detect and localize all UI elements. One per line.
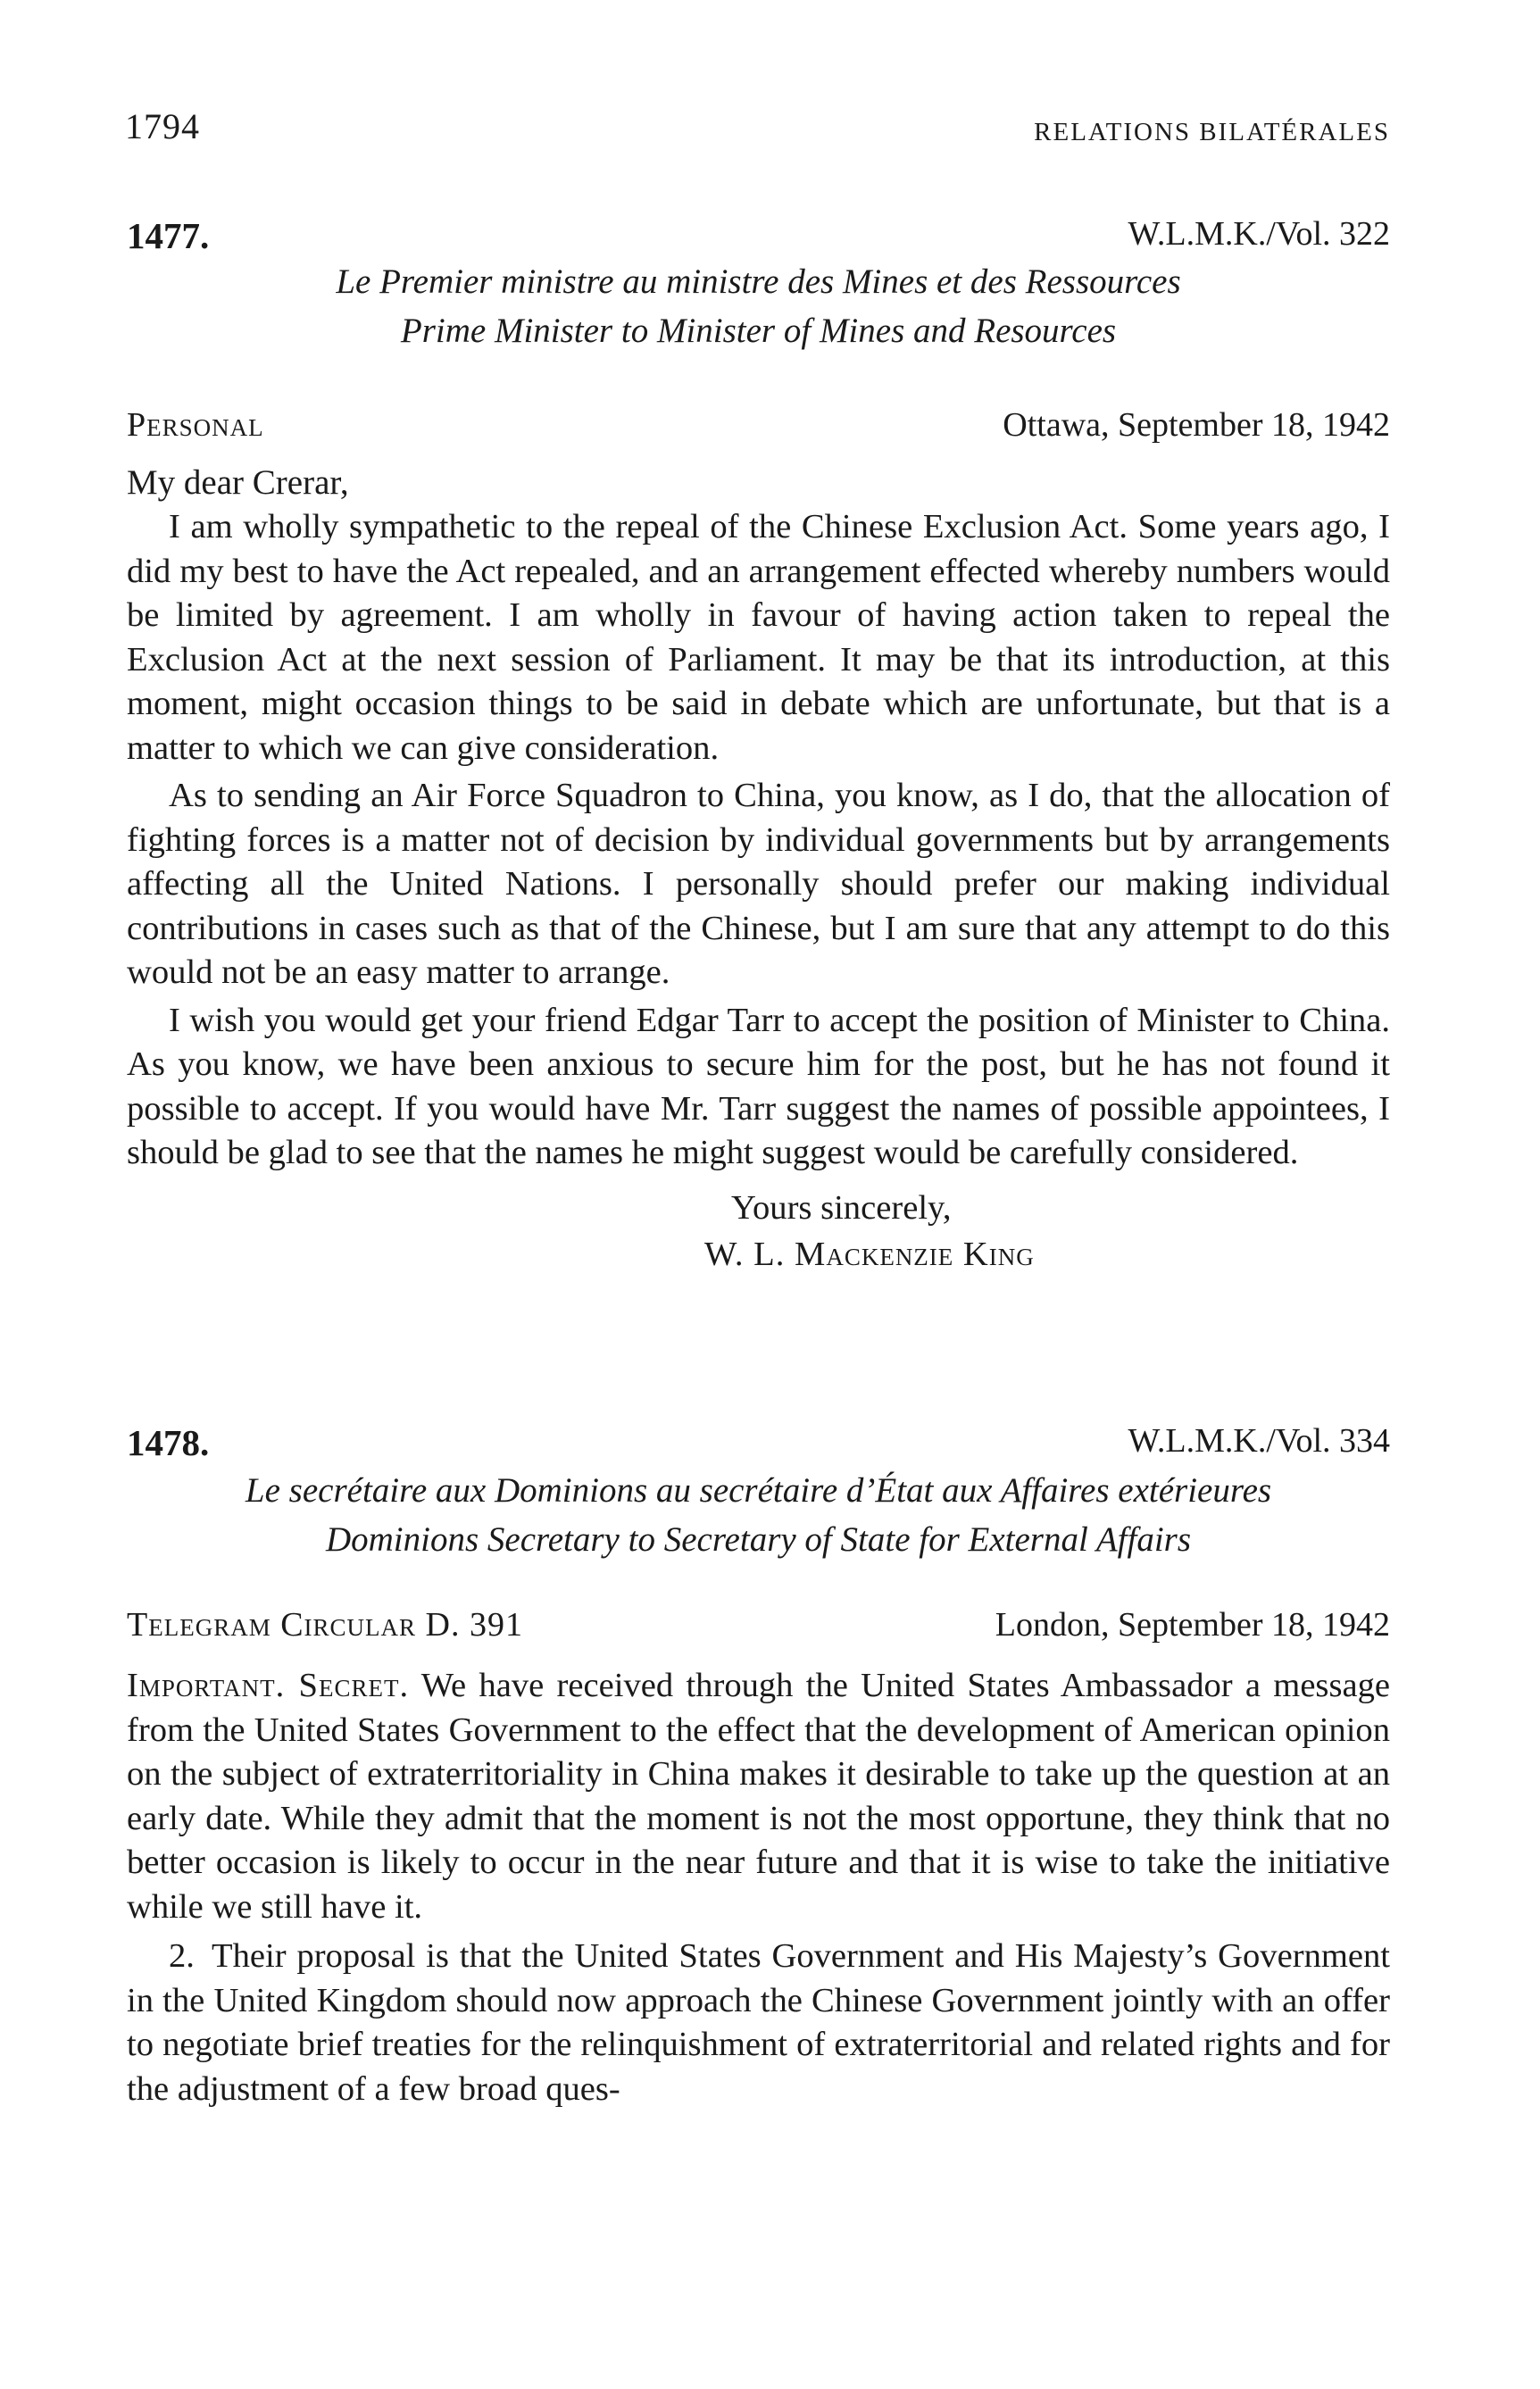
document-reference: W.L.M.K./Vol. 322 [1128,215,1390,253]
paragraph [127,1664,1390,1929]
paragraph: I wish you would get your friend Edgar Tarr to accept the position of Minister to China. As you know, we have been anxious to secure him for the post, but he has not found it possible to accept. If you would have Mr. Tarr suggest the names of possible appointees, I should be glad to see that the names he might suggest would be carefully considered. [127,1001,1390,1171]
section-title: RELATIONS BILATÉRALES [1034,118,1390,146]
document-1478 [127,1421,1390,2111]
document-reference: W.L.M.K./Vol. 334 [1128,1422,1390,1460]
document-meta [127,1605,1390,1652]
title-english: Dominions Secretary to Secretary of State for External Affairs [325,1520,1192,1559]
paragraph-number: 2. [169,1937,195,1975]
paragraph-text: We have received through the United States Ambassador a message from the United States Government to the effect that the development of American opinion on the subject of extraterritoriality in China makes it desirable to take up the question at an early date. While they admit that the moment is not the most opportune, they think that no better occasion is likely to occur in the near future and that it is wise to take the initiative while we still have it. [127,1667,1390,1926]
title-english: Prime Minister to Minister of Mines and Resources [400,312,1117,350]
place-date: Ottawa, September 18, 1942 [1003,406,1390,444]
closing-line: Yours sincerely, [731,1188,952,1227]
title-french: Le secrétaire aux Dominions au secrétaire d’État aux Affaires extérieures [245,1471,1272,1510]
classification: Personal [127,406,264,444]
place-date: London, September 18, 1942 [995,1606,1390,1644]
title-french: Le Premier ministre au ministre des Mines et des Ressources [336,262,1181,301]
document-header [127,1421,1390,1471]
page-number: 1794 [125,106,200,146]
document-number: 1477. [127,215,210,256]
paragraph-text: Their proposal is that the United States Government and His Majesty’s Government in the United Kingdom should now approach the Chinese Government jointly with an offer to negotiate brief treaties for the relinquishment of extraterritorial and related rights and for the adjustment of a few broad ques- [127,1937,1390,2108]
paragraph: As to sending an Air Force Squadron to China, you know, as I do, that the allocation of fighting forces is a matter not of decision by individual governments but by arrangements affecting all the United Nations. I personally should prefer our making individual contributions in cases such as that of the Chinese, but I am sure that any attempt to do this would not be an easy matter to arrange. [127,777,1390,991]
document-number: 1478. [127,1422,210,1463]
paragraph [127,1935,1390,2111]
security-marking: Important. Secret. [127,1667,410,1704]
document-header [127,214,1390,264]
running-head [125,105,1390,159]
paragraph: I am wholly sympathetic to the repeal of the Chinese Exclusion Act. Some years ago, I did my best to have the Act repealed, and an arrangement effected whereby numbers would be limited by agreement. I am wholly in favour of having action taken to repeal the Exclusion Act at the next session of Parliament. It may be that its introduction, at this moment, might occasion things to be said in debate which are unfortunate, but that is a matter to which we can give consideration. [127,508,1390,767]
signature: W. L. Mackenzie King [704,1235,1035,1273]
document-meta [127,405,1390,452]
document-1477 [127,214,1390,1278]
salutation: My dear Crerar, [127,463,349,502]
letter-closing [127,1185,1390,1278]
classification: Telegram Circular D. 391 [127,1606,523,1644]
